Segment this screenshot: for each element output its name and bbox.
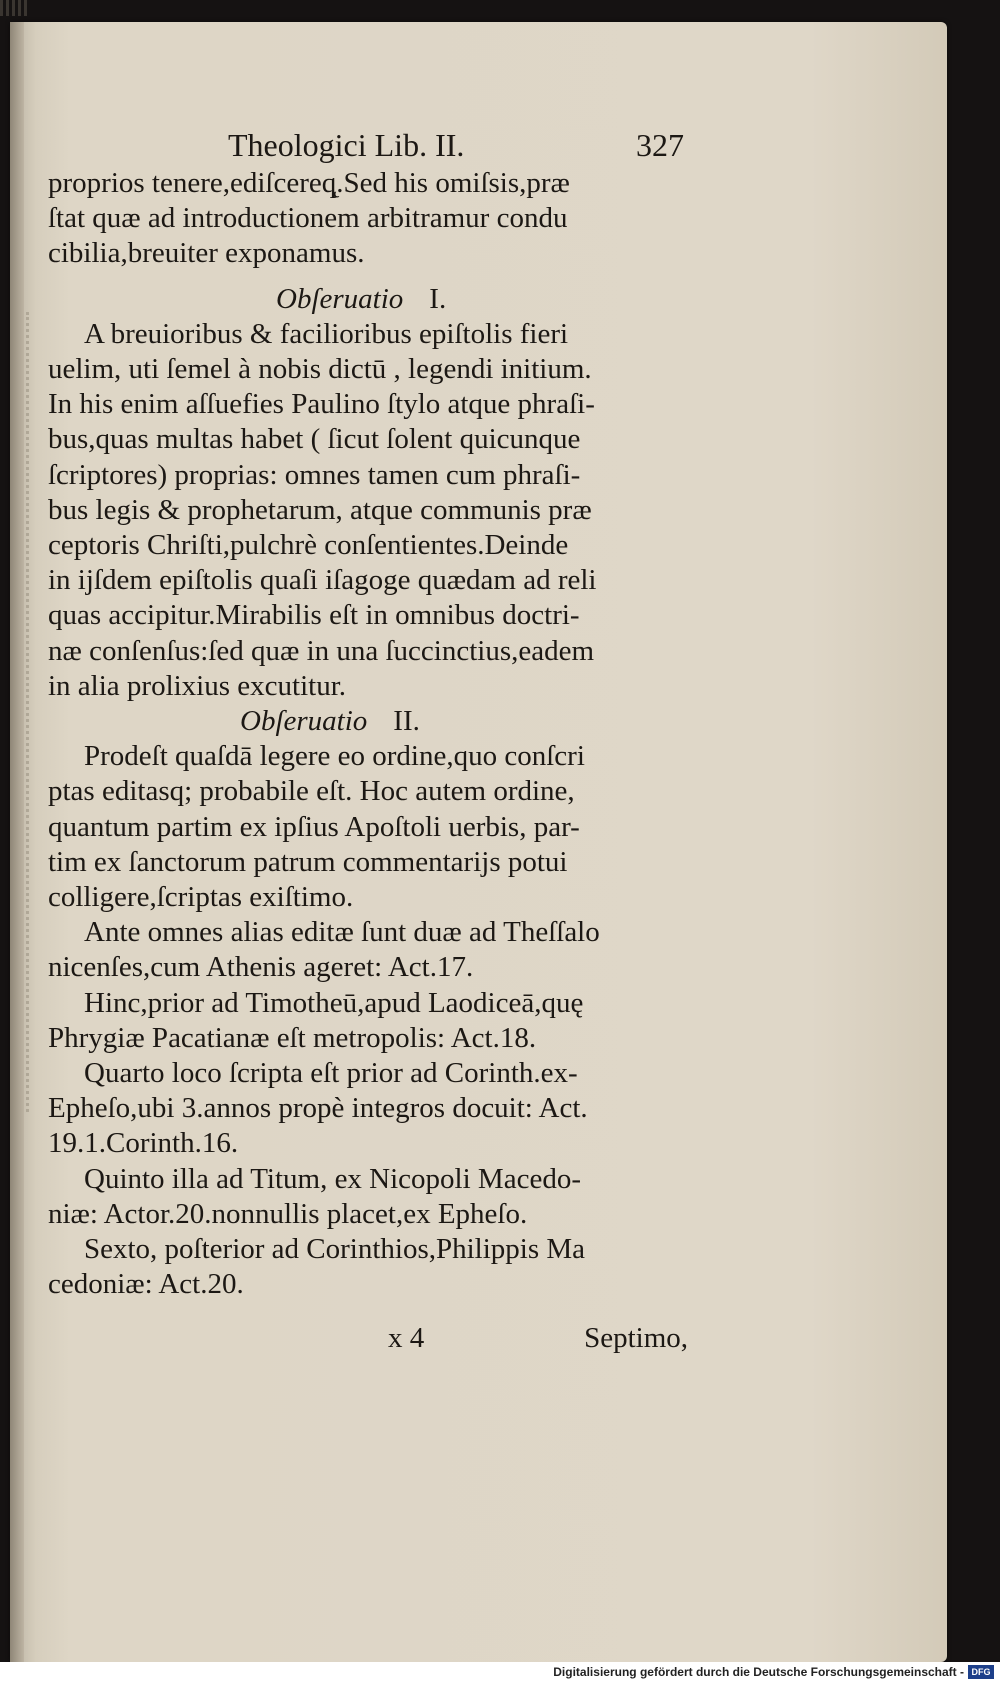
text-line: quantum partim ex ipſius Apoſtoli uerbis, par- bbox=[48, 810, 580, 843]
section-heading bbox=[48, 704, 688, 739]
footer-credit: Digitalisierung gefördert durch die Deutsche Forschungsgemeinschaft - bbox=[553, 1665, 964, 1679]
text-line: Epheſo,ubi 3.annos propè integros docuit: Act. bbox=[48, 1092, 588, 1125]
paragraph-observation-1 bbox=[48, 317, 688, 704]
text-line: Prodeſt quaſdā legere eo ordine,quo conſcri bbox=[84, 740, 585, 773]
text-block bbox=[48, 122, 688, 1365]
text-line: cedoniæ: Act.20. bbox=[48, 1268, 244, 1301]
text-line: ſcriptores) proprias: omnes tamen cum phraſi- bbox=[48, 458, 581, 491]
paragraph-corinth-1 bbox=[48, 1056, 688, 1162]
page-scan bbox=[10, 22, 947, 1662]
text-line: bus,quas multas habet ( ſicut ſolent quicunque bbox=[48, 423, 581, 456]
text-line: tim ex ſanctorum patrum commentarijs potui bbox=[48, 845, 568, 878]
text-line: Ante omnes alias editæ ſunt duæ ad Theſſalo bbox=[84, 916, 600, 949]
paragraph-observation-2 bbox=[48, 739, 688, 915]
text-line: nicenſes,cum Athenis ageret: Act.17. bbox=[48, 951, 474, 984]
heading-number: I. bbox=[429, 282, 447, 315]
text-line: In his enim aſſuefies Paulino ſtylo atque phraſi- bbox=[48, 388, 595, 421]
text-line: 19.1.Corinth.16. bbox=[48, 1127, 239, 1160]
paragraph-corinth-2 bbox=[48, 1232, 688, 1302]
text-line: ptas editasq; probabile eſt. Hoc autem ordine, bbox=[48, 775, 575, 808]
page-number: 327 bbox=[636, 127, 684, 163]
text-line: ſtat quæ ad introductionem arbitramur condu bbox=[48, 202, 568, 235]
edge-marks bbox=[26, 312, 37, 1112]
paragraph-thessalonians bbox=[48, 915, 688, 985]
catchword-row bbox=[48, 1315, 688, 1365]
corner-mark bbox=[0, 0, 28, 16]
text-line: niæ: Actor.20.nonnullis placet,ex Epheſo. bbox=[48, 1197, 528, 1230]
section-heading bbox=[48, 282, 688, 317]
text-line: bus legis & prophetarum, atque communis præ bbox=[48, 493, 592, 526]
text-line: colligere,ſcriptas exiſtimo. bbox=[48, 881, 354, 914]
text-line: in ijſdem epiſtolis quaſi iſagoge quædam ad reli bbox=[48, 564, 597, 597]
text-line: cibilia,breuiter exponamus. bbox=[48, 237, 365, 270]
paragraph-titus bbox=[48, 1162, 688, 1232]
heading-word: Obſeruatio bbox=[276, 282, 404, 315]
dfg-logo-icon: DFG bbox=[968, 1665, 994, 1679]
text-line: in alia prolixius excutitur. bbox=[48, 669, 347, 702]
binding-edge bbox=[10, 22, 24, 1662]
text-line: uelim, uti ſemel à nobis dictū , legendi initium. bbox=[48, 353, 592, 386]
text-line: A breuioribus & facilioribus epiſtolis fieri bbox=[84, 317, 569, 350]
text-line: Quarto loco ſcripta eſt prior ad Corinth.ex- bbox=[84, 1057, 578, 1090]
heading-word: Obſeruatio bbox=[240, 705, 368, 738]
running-title: Theologici Lib. II. bbox=[228, 127, 465, 163]
text-line: Hinc,prior ad Timotheū,apud Laodiceā,quę bbox=[84, 986, 584, 1019]
running-head bbox=[48, 122, 688, 166]
text-line: quas accipitur.Mirabilis eſt in omnibus doctri- bbox=[48, 599, 580, 632]
paragraph-intro bbox=[48, 166, 688, 272]
text-line: proprios tenere,ediſcereq̨.Sed his omiſsis,præ bbox=[48, 167, 570, 199]
footer-bar bbox=[0, 1662, 1000, 1684]
catchword: Septimo, bbox=[584, 1321, 688, 1354]
text-line: ceptoris Chriſti,pulchrè conſentientes.Deinde bbox=[48, 529, 569, 562]
paragraph-timothy bbox=[48, 986, 688, 1056]
signature-mark: x 4 bbox=[388, 1321, 425, 1354]
text-line: næ conſenſus:ſed quæ in una ſuccinctius,eadem bbox=[48, 634, 595, 667]
text-line: Phrygiæ Pacatianæ eſt metropolis: Act.18. bbox=[48, 1021, 537, 1054]
heading-number: II. bbox=[393, 705, 420, 738]
text-line: Sexto, poſterior ad Corinthios,Philippis Ma bbox=[84, 1233, 586, 1266]
text-line: Quinto illa ad Titum, ex Nicopoli Macedo- bbox=[84, 1162, 581, 1195]
